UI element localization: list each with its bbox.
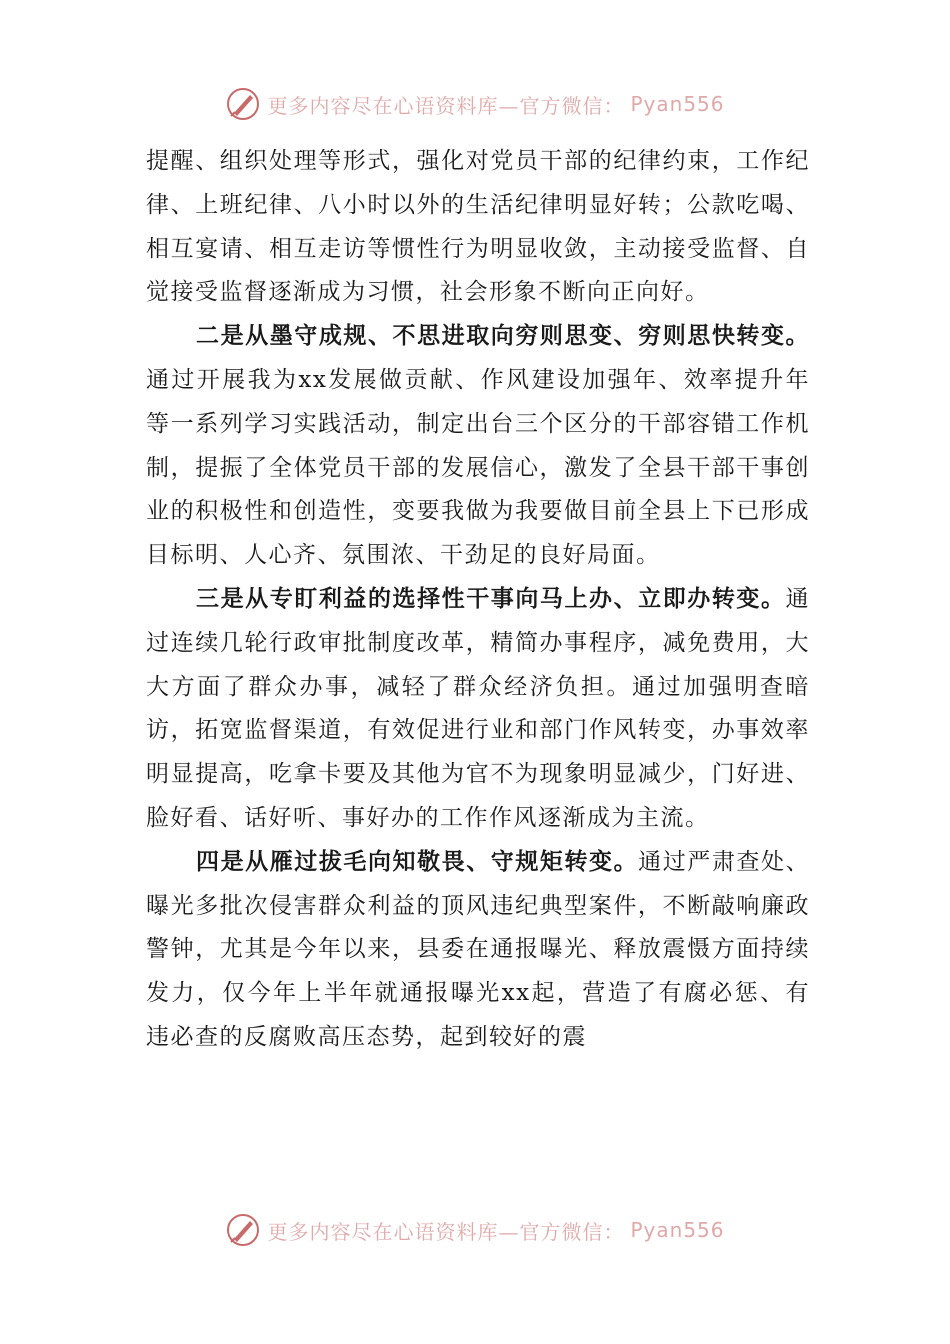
paragraph-continuation [146,140,810,315]
paragraph-body: 提醒、组织处理等形式，强化对党员干部的纪律约束，工作纪律、上班纪律、八小时以外的生活纪律明显好转；公款吃喝、相互宴请、相互走访等惯性行为明显收敛，主动接受监督、自觉接受监督逐渐成为习惯，社会形象不断向正向好。 [146,148,810,306]
pen-circle-logo-icon [225,86,261,122]
header-watermark-banner [0,84,950,124]
paragraph-body: 通过严肃查处、曝光多批次侵害群众利益的顶风违纪典型案件，不断敲响廉政警钟，尤其是今年以来，县委在通报曝光、释放震慑方面持续发力，仅今年上半年就通报曝光xx起，营造了有腐必惩、有违必查的反腐败高压态势，起到较好的震 [146,848,810,1050]
document-body [146,140,810,1060]
paragraph-heading: 三是从专盯利益的选择性干事向马上办、立即办转变。 [196,585,786,612]
paragraph-heading: 四是从雁过拔毛向知敬畏、守规矩转变。 [196,848,639,875]
pen-circle-logo-icon [225,1212,261,1248]
paragraph-heading: 二是从墨守成规、不思进取向穷则思变、穷则思快转变。 [196,323,810,350]
paragraph-three [146,578,810,841]
header-wechat-id: Pyan556 [630,92,725,116]
paragraph-body: 通过开展我为xx发展做贡献、作风建设加强年、效率提升年等一系列学习实践活动，制定出台三个区分的干部容错工作机制，提振了全体党员干部的发展信心，激发了全县干部干事创业的积极性和创造性，变要我做为我要做目前全县上下已形成目标明、人心齐、氛围浓、干劲足的良好局面。 [146,366,810,569]
footer-watermark-banner [0,1210,950,1250]
paragraph-two [146,315,810,578]
paragraph-four [146,841,810,1060]
header-watermark-text: 更多内容尽在心语资料库—官方微信： [267,93,625,118]
footer-wechat-id: Pyan556 [630,1218,725,1242]
footer-watermark-text: 更多内容尽在心语资料库—官方微信： [267,1219,625,1244]
paragraph-body: 通过连续几轮行政审批制度改革，精简办事程序，减免费用，大大方面了群众办事，减轻了群众经济负担。通过加强明查暗访，拓宽监督渠道，有效促进行业和部门作风转变，办事效率明显提高，吃拿卡要及其他为官不为现象明显减少，门好进、脸好看、话好听、事好办的工作作风逐渐成为主流。 [146,585,810,831]
